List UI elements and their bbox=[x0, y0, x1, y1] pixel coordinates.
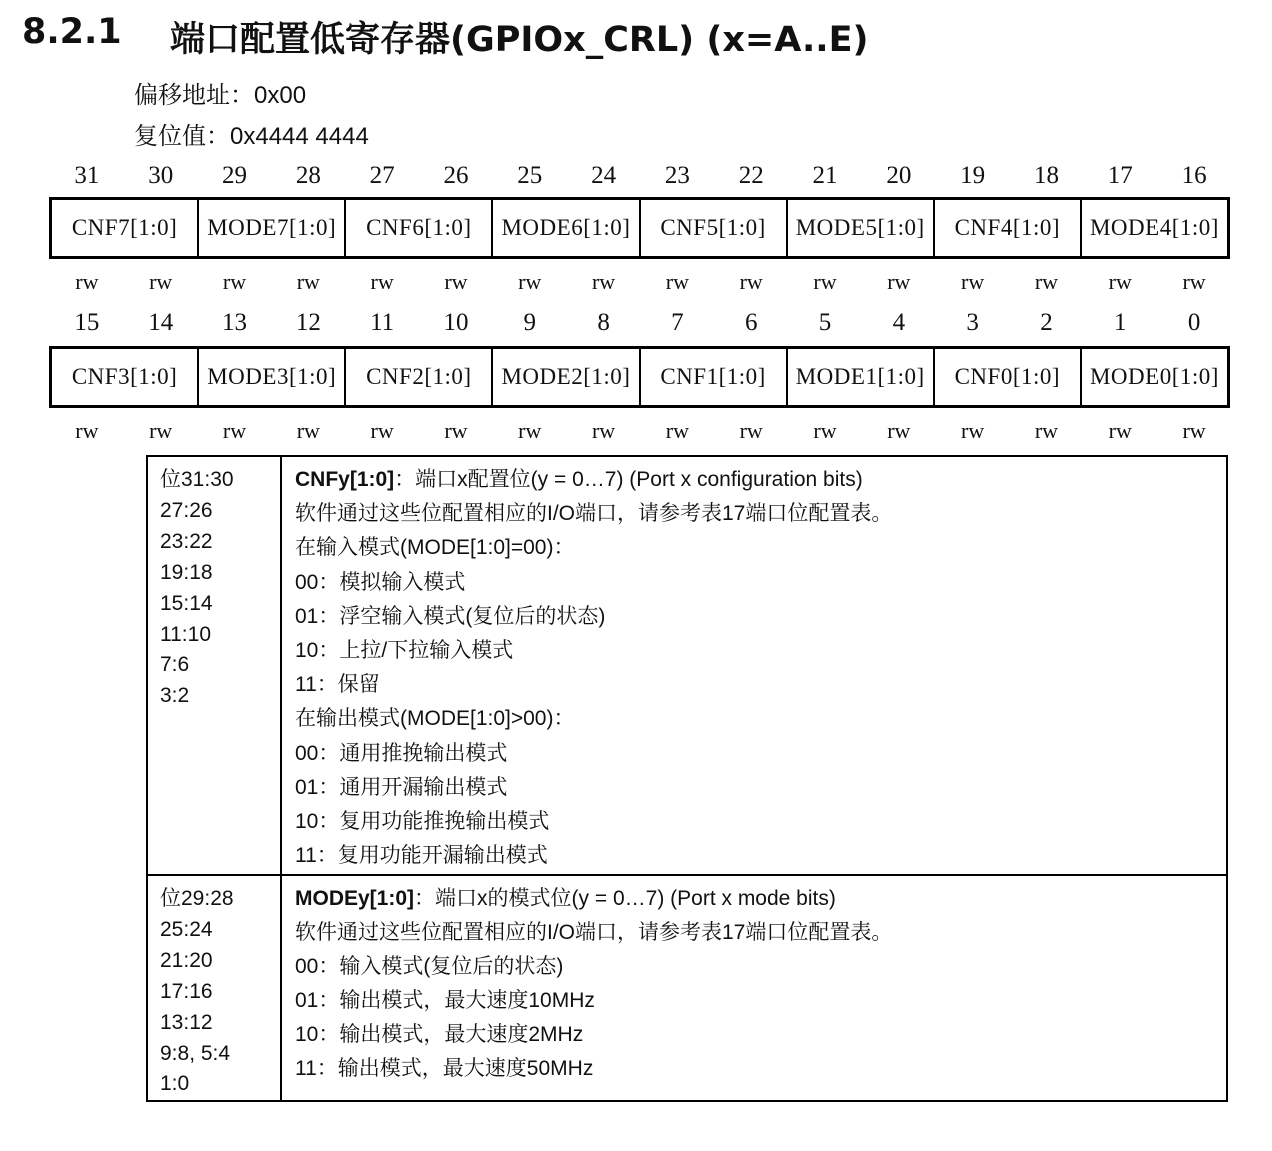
field-cnf0: CNF0[1:0] bbox=[935, 349, 1082, 405]
bit-range: 17:16 bbox=[160, 979, 213, 1003]
field-cnf5: CNF5[1:0] bbox=[641, 200, 788, 256]
access-type: rw bbox=[296, 269, 320, 294]
description-line: 00：通用推挽输出模式 bbox=[295, 741, 508, 765]
access-type: rw bbox=[591, 418, 616, 443]
bit-number: 11 bbox=[370, 309, 395, 336]
bit-number: 15 bbox=[74, 309, 100, 336]
bit-number: 28 bbox=[295, 162, 321, 189]
access-type: rw bbox=[591, 269, 616, 294]
bit-number: 16 bbox=[1181, 162, 1207, 189]
bit-number: 18 bbox=[1033, 162, 1059, 189]
bit-range: 位31:30 bbox=[160, 468, 234, 491]
bit-number: 0 bbox=[1187, 309, 1201, 336]
bit-number: 13 bbox=[222, 309, 248, 336]
bit-number: 5 bbox=[818, 309, 832, 336]
description-line: 01：输出模式，最大速度10MHz bbox=[295, 989, 595, 1012]
access-type: rw bbox=[149, 418, 173, 443]
bit-number: 7 bbox=[671, 309, 684, 336]
bit-number: 30 bbox=[148, 162, 174, 189]
access-type: rw bbox=[1182, 418, 1206, 443]
bit-numbers-high bbox=[50, 162, 1231, 190]
bit-range: 15:14 bbox=[160, 591, 213, 615]
access-type: rw bbox=[75, 269, 99, 294]
access-type: rw bbox=[444, 269, 468, 294]
field-cnf2: CNF2[1:0] bbox=[346, 349, 493, 405]
access-type: rw bbox=[813, 418, 837, 443]
bit-description-table bbox=[146, 455, 1228, 1102]
field-cnf1: CNF1[1:0] bbox=[641, 349, 788, 405]
bit-number: 23 bbox=[664, 162, 690, 189]
field-heading bbox=[295, 463, 1226, 497]
access-type: rw bbox=[222, 269, 247, 294]
register-fields-low bbox=[49, 346, 1230, 408]
bit-number: 6 bbox=[744, 309, 758, 336]
description-line: 11：复用功能开漏输出模式 bbox=[295, 844, 548, 868]
mode-bit-positions bbox=[148, 876, 282, 1100]
bit-range: 21:20 bbox=[160, 948, 213, 972]
bit-number: 22 bbox=[738, 162, 764, 189]
bit-number: 21 bbox=[812, 162, 838, 189]
register-fields-high bbox=[49, 197, 1230, 259]
bit-number: 2 bbox=[1040, 309, 1053, 336]
bit-number: 8 bbox=[597, 309, 610, 336]
bit-number: 1 bbox=[1114, 309, 1127, 336]
access-type: rw bbox=[1034, 269, 1059, 294]
access-type: rw bbox=[370, 269, 394, 294]
access-type: rw bbox=[149, 269, 173, 294]
field-summary: ：端口x配置位(y = 0…7) (Port x configuration bits) bbox=[394, 468, 863, 491]
field-cnf4: CNF4[1:0] bbox=[935, 200, 1082, 256]
cnf-description-row bbox=[148, 457, 1226, 876]
access-type: rw bbox=[1108, 418, 1132, 443]
bit-range: 1:0 bbox=[160, 1072, 190, 1096]
bit-number: 4 bbox=[892, 309, 906, 336]
reset-value-text: 0x4444 4444 bbox=[230, 123, 369, 150]
description-line: 01：浮空输入模式(复位后的状态) bbox=[295, 604, 606, 628]
field-cnf3: CNF3[1:0] bbox=[52, 349, 199, 405]
access-type: rw bbox=[370, 418, 394, 443]
bit-number: 10 bbox=[443, 309, 469, 336]
bit-number: 26 bbox=[443, 162, 469, 189]
cnf-bit-positions bbox=[148, 457, 282, 874]
field-cnf6: CNF6[1:0] bbox=[346, 200, 493, 256]
bit-range: 13:12 bbox=[160, 1010, 213, 1034]
access-type: rw bbox=[739, 418, 763, 443]
section-title: 端口配置低寄存器(GPIOx_CRL) (x=A..E) bbox=[170, 20, 869, 60]
description-line: 10：上拉/下拉输入模式 bbox=[295, 639, 514, 663]
bit-number: 19 bbox=[960, 162, 986, 189]
field-mode1: MODE1[1:0] bbox=[788, 349, 935, 405]
offset-value: 0x00 bbox=[254, 82, 307, 109]
field-name: CNFy[1:0] bbox=[295, 468, 395, 491]
field-heading bbox=[295, 882, 1226, 916]
description-line: 10：输出模式，最大速度2MHz bbox=[295, 1023, 584, 1046]
access-type: rw bbox=[444, 418, 468, 443]
access-type: rw bbox=[1182, 269, 1206, 294]
bit-range: 11:10 bbox=[160, 622, 211, 646]
reset-value bbox=[134, 116, 369, 151]
bit-number: 9 bbox=[523, 309, 537, 336]
description-line: 00：模拟输入模式 bbox=[295, 570, 466, 594]
bit-number: 27 bbox=[369, 162, 395, 189]
access-type: rw bbox=[739, 269, 763, 294]
access-type: rw bbox=[518, 269, 542, 294]
description-line: 01：通用开漏输出模式 bbox=[295, 775, 508, 799]
section-number: 8.2.1 bbox=[22, 12, 122, 52]
field-mode0: MODE0[1:0] bbox=[1089, 364, 1219, 389]
access-type: rw bbox=[75, 418, 99, 443]
access-type: rw bbox=[887, 418, 911, 443]
offset-label: 偏移地址： bbox=[134, 81, 254, 109]
field-cnf7: CNF7[1:0] bbox=[52, 200, 199, 256]
field-name: MODEy[1:0] bbox=[295, 887, 415, 910]
bit-number: 17 bbox=[1107, 162, 1133, 189]
access-type: rw bbox=[665, 418, 690, 443]
description-line: 11：输出模式，最大速度50MHz bbox=[295, 1057, 594, 1080]
bit-number: 14 bbox=[148, 309, 174, 336]
access-type: rw bbox=[1034, 418, 1059, 443]
mode-description-text bbox=[282, 876, 1226, 1100]
bit-range: 27:26 bbox=[160, 498, 213, 522]
access-type: rw bbox=[813, 269, 837, 294]
description-line: 软件通过这些位配置相应的I/O端口，请参考表17端口位配置表。 bbox=[295, 502, 893, 526]
field-mode3: MODE3[1:0] bbox=[199, 349, 346, 405]
access-type: rw bbox=[518, 418, 542, 443]
access-type: rw bbox=[222, 418, 247, 443]
description-line: 10：复用功能推挽输出模式 bbox=[295, 810, 550, 834]
access-type: rw bbox=[665, 269, 690, 294]
field-summary: ：端口x的模式位(y = 0…7) (Port x mode bits) bbox=[414, 887, 836, 910]
bit-number: 31 bbox=[74, 162, 100, 189]
offset-address bbox=[134, 75, 306, 110]
bit-range: 7:6 bbox=[160, 653, 190, 677]
bit-number: 29 bbox=[222, 162, 248, 189]
bit-number: 3 bbox=[966, 309, 979, 336]
bit-numbers-low bbox=[50, 309, 1231, 337]
mode-description-row bbox=[148, 876, 1226, 1100]
description-line: 在输入模式(MODE[1:0]=00)： bbox=[295, 536, 575, 560]
bit-range: 19:18 bbox=[160, 560, 213, 584]
bit-range: 9:8, 5:4 bbox=[160, 1041, 231, 1065]
description-line: 11：保留 bbox=[295, 673, 380, 697]
access-type: rw bbox=[961, 418, 985, 443]
bit-number: 25 bbox=[517, 162, 543, 189]
field-mode7: MODE7[1:0] bbox=[199, 200, 346, 256]
bit-number: 24 bbox=[591, 162, 617, 189]
bit-number: 20 bbox=[886, 162, 912, 189]
bit-range: 23:22 bbox=[160, 529, 213, 553]
reset-label: 复位值： bbox=[134, 122, 230, 150]
field-mode4: MODE4[1:0] bbox=[1089, 215, 1219, 240]
access-type: rw bbox=[961, 269, 985, 294]
bit-range: 3:2 bbox=[160, 684, 190, 708]
access-type: rw bbox=[296, 418, 320, 443]
access-type: rw bbox=[887, 269, 911, 294]
description-line: 软件通过这些位配置相应的I/O端口，请参考表17端口位配置表。 bbox=[295, 921, 893, 944]
access-type: rw bbox=[1108, 269, 1132, 294]
bit-number: 12 bbox=[295, 309, 321, 336]
access-high bbox=[50, 269, 1231, 295]
description-line: 在输出模式(MODE[1:0]>00)： bbox=[295, 707, 575, 731]
field-mode2: MODE2[1:0] bbox=[493, 349, 640, 405]
field-mode6: MODE6[1:0] bbox=[493, 200, 640, 256]
access-low bbox=[50, 418, 1231, 444]
bit-range: 位29:28 bbox=[160, 887, 234, 910]
description-line: 00：输入模式(复位后的状态) bbox=[295, 955, 564, 978]
cnf-description-text bbox=[282, 457, 1226, 874]
field-mode5: MODE5[1:0] bbox=[788, 200, 935, 256]
bit-range: 25:24 bbox=[160, 917, 213, 941]
